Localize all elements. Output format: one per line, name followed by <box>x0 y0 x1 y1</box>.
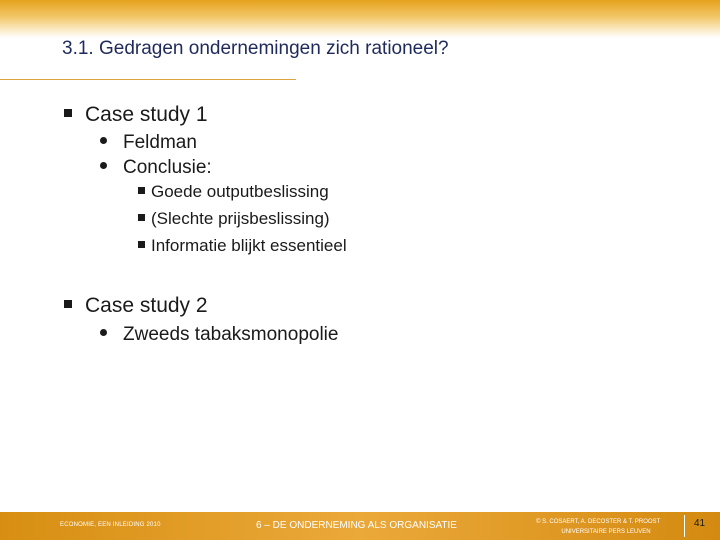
sub-item-goede-outputbeslissing: Goede outputbeslissing <box>138 182 329 202</box>
square-bullet-icon <box>64 109 72 117</box>
list-item-feldman: Feldman <box>100 132 197 154</box>
square-bullet-icon <box>64 300 72 308</box>
page-number: 41 <box>694 518 706 529</box>
list-item-conclusie: Conclusie: <box>100 157 212 179</box>
square-bullet-icon <box>138 187 145 194</box>
footer-bar <box>0 512 720 540</box>
round-bullet-icon <box>100 162 107 169</box>
round-bullet-icon <box>100 329 107 336</box>
sub-item-slechte-prijsbeslissing: (Slechte prijsbeslissing) <box>138 209 330 229</box>
round-bullet-icon <box>100 137 107 144</box>
sub-item-informatie-essentieel: Informatie blijkt essentieel <box>138 236 347 256</box>
square-bullet-icon <box>138 214 145 221</box>
bullet-case-study-1: Case study 1 <box>64 103 208 127</box>
square-bullet-icon <box>138 241 145 248</box>
footer-chapter-title: 6 – DE ONDERNEMING ALS ORGANISATIE <box>256 520 457 531</box>
footer-course-title: ECONOMIE, EEN INLEIDING 2010 <box>60 522 161 528</box>
footer-copyright <box>536 517 684 537</box>
list-item-zweeds-tabaksmonopolie: Zweeds tabaksmonopolie <box>100 324 338 346</box>
bullet-case-study-2: Case study 2 <box>64 294 208 318</box>
slide-title: 3.1. Gedragen ondernemingen zich rationeel? <box>62 38 449 59</box>
footer-authors: © S. COSAERT, A. DECOSTER & T. PROOST <box>536 519 661 525</box>
footer-divider <box>684 515 685 537</box>
footer-publisher: UNIVERSITAIRE PERS LEUVEN <box>561 529 651 535</box>
